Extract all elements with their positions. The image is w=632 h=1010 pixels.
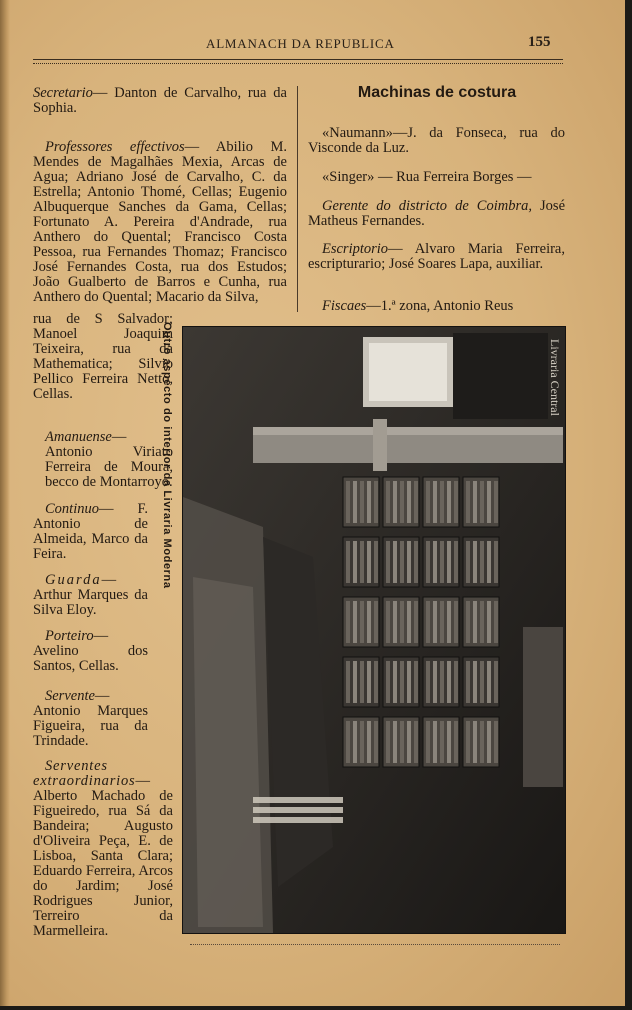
book-spine — [374, 661, 378, 703]
book-spine — [447, 601, 451, 643]
entry-text: —1.ª zona, Antonio Reus — [366, 298, 514, 314]
entry-guarda — [33, 573, 148, 618]
book-spine — [360, 601, 364, 643]
book-spine — [447, 721, 451, 763]
entry-text: rua de S Salvador; Manoel Joaquim Teixeira, rua da Mathematica; Silvio Pellico Ferreira Netto, Cellas. — [33, 311, 173, 402]
book-spine — [440, 541, 444, 583]
entry-label: Fiscaes — [322, 298, 367, 314]
entry-text: «Naumann»—J. da Fonseca, rua do Visconde da Luz. — [308, 125, 565, 156]
entry-label: Servente — [45, 688, 95, 704]
book-spine — [494, 601, 498, 643]
book-spine — [426, 601, 430, 643]
section-title: Machinas de costura — [357, 84, 517, 101]
entry-text: — Antonio Marques Figueira, rua da Trindade. — [33, 688, 148, 749]
book-spine — [346, 541, 350, 583]
book-spine — [447, 661, 451, 703]
book-spine — [494, 721, 498, 763]
entry-text: — F. Antonio de Almeida, Marco da Feira. — [33, 501, 148, 562]
entry-amanuense — [45, 430, 173, 490]
book-spine — [374, 481, 378, 523]
entry-gerente — [308, 199, 565, 229]
entry-text: — Alberto Machado de Figueiredo, rua Sá da Bandeira; Augusto d'Oliveira Peça, E. de Lisboa, Santa Clara; Eduardo Ferreira, Arcos do Jardim; José Rodrigues Junior, Terreiro da Marmelleira. — [33, 773, 173, 939]
book-spine — [393, 721, 397, 763]
book-spine — [480, 661, 484, 703]
book-spine — [440, 661, 444, 703]
book-spine — [386, 721, 390, 763]
book-spine — [386, 661, 390, 703]
book-spine — [393, 661, 397, 703]
photo-illustration — [183, 327, 565, 933]
entry-secretario — [33, 86, 287, 116]
book-spine — [480, 481, 484, 523]
entry-label: Continuo — [45, 501, 99, 517]
entry-naumann — [308, 126, 565, 156]
book-spine — [454, 601, 458, 643]
book-spine — [393, 481, 397, 523]
book-spine — [487, 541, 491, 583]
book-spine — [374, 601, 378, 643]
page-number: 155 — [528, 34, 551, 50]
book-spine — [447, 541, 451, 583]
book-spine — [466, 661, 470, 703]
book-spine — [473, 721, 477, 763]
book-spine — [440, 601, 444, 643]
bookshop-interior-photo — [182, 326, 566, 934]
entry-singer — [322, 170, 565, 185]
book-spine — [440, 721, 444, 763]
book-spine — [346, 721, 350, 763]
book-spine — [466, 721, 470, 763]
book-spine — [353, 541, 357, 583]
book-spine — [353, 601, 357, 643]
book-spine — [426, 661, 430, 703]
book-spine — [466, 481, 470, 523]
entry-label: Escriptorio — [322, 241, 389, 257]
entry-label: Professores effectivos — [45, 139, 185, 155]
book-spine — [454, 541, 458, 583]
book-spine — [487, 601, 491, 643]
book-spine — [407, 541, 411, 583]
photo-caption — [161, 322, 180, 752]
entry-label: Amanuense — [45, 429, 112, 445]
book-spine — [480, 541, 484, 583]
book-spine — [426, 721, 430, 763]
entry-text: — Abilio M. Mendes de Magalhães Mexia, Arcas de Agua; Adriano José de Carvalho, C. da Estrella; Antonio Thomé, Cellas; Eugenio Albuquerque Sanches da Gama, Cellas; Fortunato A. Pereira d'Andrade, rua Anthero do Quental; Francisco Costa Pessoa, rua Fernandes Thomaz; Francisco José Fernandes Costa, rua dos Estudos; João Gualberto de Barros e Cunha, rua Anthero do Quental; Macario da Silva, — [33, 139, 287, 305]
book-spine — [386, 541, 390, 583]
book-spine — [494, 541, 498, 583]
book-spine — [433, 601, 437, 643]
book-spine — [426, 481, 430, 523]
book-spine — [480, 601, 484, 643]
book-spine — [367, 601, 371, 643]
book-spine — [374, 541, 378, 583]
entry-label: Guarda — [45, 572, 102, 588]
book-spine — [494, 481, 498, 523]
binding-shadow — [0, 0, 10, 1006]
book-spine — [374, 721, 378, 763]
book-spine — [400, 601, 404, 643]
book-spine — [367, 721, 371, 763]
page-header — [0, 36, 625, 56]
entry-porteiro — [33, 629, 148, 674]
entry-professores-continuation — [33, 312, 173, 402]
book-spine — [473, 541, 477, 583]
entry-extraordinarios — [33, 759, 173, 939]
book-spine — [473, 661, 477, 703]
entry-label: Porteiro — [45, 628, 94, 644]
book-spine — [473, 481, 477, 523]
book-spine — [400, 721, 404, 763]
book-spine — [346, 601, 350, 643]
book-spine — [414, 721, 418, 763]
entry-label: Secretario — [33, 85, 93, 101]
book-spine — [473, 601, 477, 643]
book-spine — [494, 661, 498, 703]
book-spine — [426, 541, 430, 583]
book-spine — [393, 601, 397, 643]
book-spine — [407, 721, 411, 763]
header-rule — [33, 59, 563, 64]
entry-text: José Matheus Fernandes. — [308, 198, 565, 229]
book-spine — [386, 601, 390, 643]
book-spine — [454, 721, 458, 763]
entry-servente — [33, 689, 148, 749]
book-spine — [440, 481, 444, 523]
shop-sign: Livraria Central — [548, 339, 562, 416]
book-spine — [433, 541, 437, 583]
entry-escriptorio — [308, 242, 565, 272]
column-divider — [297, 86, 298, 312]
book-spine — [447, 481, 451, 523]
book-spine — [433, 721, 437, 763]
entry-text: — Danton de Carvalho, rua da Sophia. — [33, 85, 287, 116]
book-spine — [353, 481, 357, 523]
book-spine — [400, 541, 404, 583]
book-spine — [407, 601, 411, 643]
book-spine — [407, 661, 411, 703]
book-spine — [400, 661, 404, 703]
photo-bottom-rule — [190, 944, 560, 951]
book-spine — [480, 721, 484, 763]
book-spine — [414, 661, 418, 703]
book-spine — [360, 721, 364, 763]
book-spine — [466, 541, 470, 583]
book-spine — [414, 601, 418, 643]
book-spine — [466, 601, 470, 643]
book-spine — [393, 541, 397, 583]
book-spine — [386, 481, 390, 523]
entry-text: — Arthur Marques da Silva Eloy. — [33, 572, 148, 618]
book-spine — [454, 661, 458, 703]
book-spine — [367, 481, 371, 523]
book-spine — [346, 661, 350, 703]
book-spine — [487, 721, 491, 763]
book-spine — [360, 541, 364, 583]
book-spine — [346, 481, 350, 523]
entry-professores — [33, 140, 287, 305]
entry-text: «Singer» — Rua Ferreira Borges — — [322, 169, 532, 185]
book-spine — [360, 661, 364, 703]
entry-label: Gerente do districto de Coimbra, — [322, 198, 532, 214]
entry-continuo — [33, 502, 148, 562]
running-title: ALMANACH DA REPUBLICA — [206, 36, 395, 51]
book-spine — [367, 661, 371, 703]
entry-fiscaes — [322, 299, 565, 314]
book-spine — [487, 481, 491, 523]
book-spine — [414, 541, 418, 583]
book-spine — [487, 661, 491, 703]
book-spine — [433, 661, 437, 703]
entry-text: — Avelino dos Santos, Cellas. — [33, 628, 148, 674]
entry-text: — Antonio Viriato Ferreira de Moura, becco de Montarroyo. — [45, 429, 173, 490]
book-spine — [353, 721, 357, 763]
book-spine — [414, 481, 418, 523]
book-spine — [367, 541, 371, 583]
book-spine — [353, 661, 357, 703]
book-spine — [400, 481, 404, 523]
book-spine — [407, 481, 411, 523]
book-spine — [433, 481, 437, 523]
book-spine — [360, 481, 364, 523]
photo-caption-text: Outro aspecto do interior da Livraria Moderna — [161, 322, 173, 589]
book-spine — [454, 481, 458, 523]
entry-text: — Alvaro Maria Ferreira, escripturario; José Soares Lapa, auxiliar. — [308, 241, 565, 272]
entry-label: Serventes extraordinarios — [33, 758, 136, 789]
